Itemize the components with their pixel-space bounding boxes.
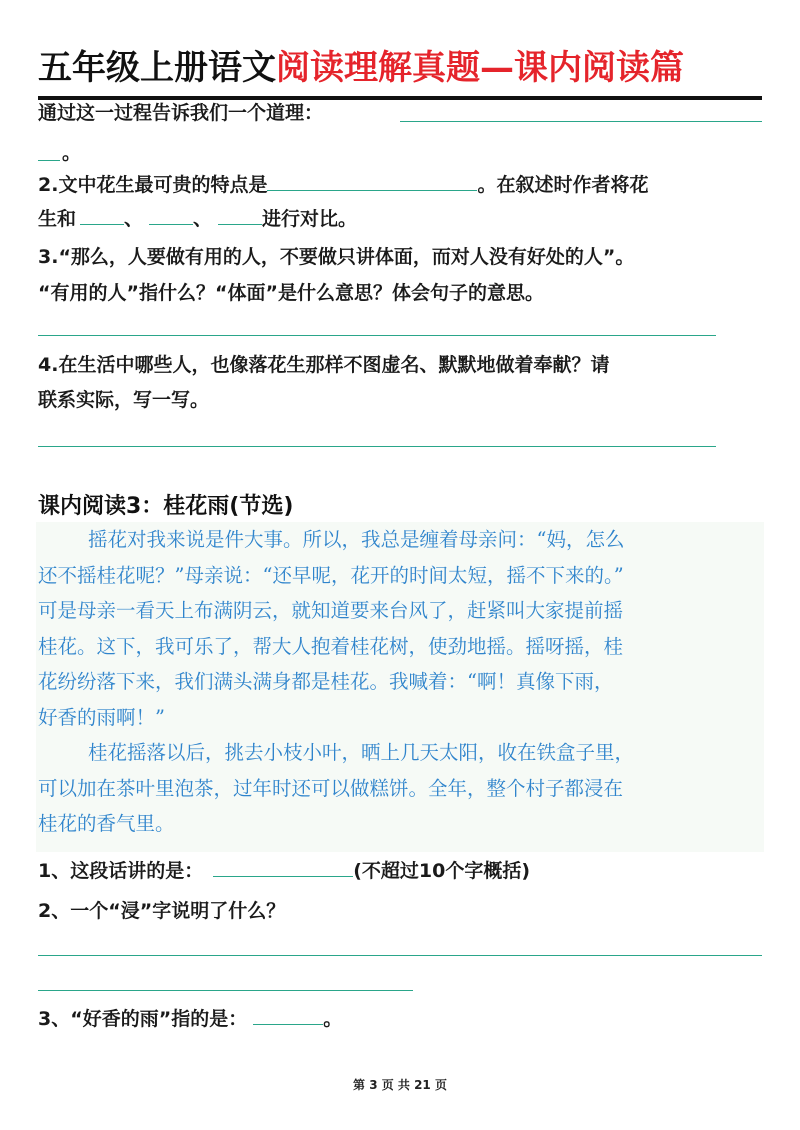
question-2-text-4: 进行对比。 <box>262 208 358 230</box>
passage-line: 可是母亲一看天上布满阴云，就知道要来台风了，赶紧叫大家提前摇 <box>38 599 624 622</box>
answer-line[interactable] <box>38 990 413 991</box>
question-1-text: 1、这段话讲的是： <box>38 860 204 882</box>
question-3-line-1: 3.“那么，人要做有用的人，不要做只讲体面，而对人没有好处的人”。 <box>38 246 635 268</box>
page-title <box>38 40 768 96</box>
passage-line: 好香的雨啊！” <box>38 705 165 729</box>
answer-line[interactable] <box>38 446 716 447</box>
question-2-line: 2、一个“浸”字说明了什么？ <box>38 900 286 922</box>
period: 。 <box>62 142 82 164</box>
lesson-text: 通过这一过程告诉我们一个道理： <box>38 102 324 124</box>
question-2-text-2: 。在叙述时作者将花 <box>477 174 649 196</box>
page-footer: 第 3 页 共 21 页 <box>353 1078 447 1092</box>
lesson-line <box>38 98 323 128</box>
passage-line: 桂花摇落以后，挑去小枝小叶，晒上几天太阳，收在铁盒子里， <box>88 741 635 764</box>
passage-line: 花纷纷落下来，我们满头满身都是桂花。我喊着：“啊！真像下雨， <box>38 670 614 693</box>
question-2-text: 2.文中花生最可贵的特点是 <box>38 174 268 196</box>
period: 。 <box>323 1008 343 1030</box>
passage-line: 摇花对我来说是件大事。所以，我总是缠着母亲问：“妈，怎么 <box>88 528 625 551</box>
question-3-text: 3、“好香的雨”指的是： <box>38 1008 248 1030</box>
separator: 、 <box>124 208 144 230</box>
passage-line: 桂花。这下，我可乐了，帮大人抱着桂花树，使劲地摇。摇呀摇，桂 <box>38 634 624 658</box>
passage-line: 还不摇桂花呢？”母亲说：“还早呢，花开的时间太短，摇不下来的。” <box>38 563 624 587</box>
question-2-line-1 <box>38 170 648 200</box>
question-1-note: (不超过10个字概括) <box>353 860 531 882</box>
question-4-line-1: 4.在生活中哪些人，也像落花生那样不图虚名、默默地做着奉献？请 <box>38 354 610 376</box>
question-2-line-2 <box>38 204 357 234</box>
question-1-line <box>38 856 530 886</box>
answer-line[interactable] <box>400 121 762 122</box>
question-3-line-2: “有用的人”指什么？“体面”是什么意思？体会句子的意思。 <box>38 282 544 304</box>
passage <box>38 522 766 842</box>
answer-blank[interactable] <box>218 206 262 225</box>
answer-line[interactable] <box>38 335 716 336</box>
answer-blank[interactable] <box>213 858 353 877</box>
separator: 、 <box>193 208 213 230</box>
question-3-line <box>38 1004 342 1034</box>
section-heading: 课内阅读3：桂花雨(节选) <box>38 494 294 519</box>
question-4-line-2: 联系实际，写一写。 <box>38 389 210 411</box>
passage-line: 可以加在茶叶里泡茶，过年时还可以做糕饼。全年，整个村子都浸在 <box>38 776 624 800</box>
question-2-text-3: 生和 <box>38 208 77 230</box>
answer-blank[interactable] <box>267 172 477 191</box>
title-part-black: 五年级上册语文 <box>38 48 276 88</box>
answer-blank[interactable] <box>149 206 193 225</box>
answer-blank[interactable] <box>253 1006 323 1025</box>
passage-line: 桂花的香气里。 <box>38 812 175 835</box>
answer-blank[interactable] <box>80 206 124 225</box>
answer-line[interactable] <box>38 955 762 956</box>
answer-line[interactable] <box>38 160 60 161</box>
title-part-red: 阅读理解真题—课内阅读篇 <box>276 48 684 88</box>
